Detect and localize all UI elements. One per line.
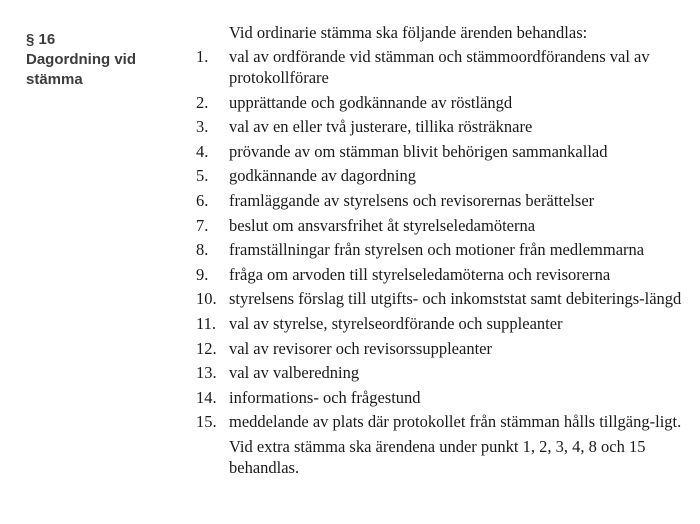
item-number: 3. bbox=[196, 117, 209, 137]
item-number: 6. bbox=[196, 190, 209, 210]
list-item bbox=[196, 411, 688, 432]
section-title: Dagordning vid stämma bbox=[26, 51, 136, 88]
list-item bbox=[196, 116, 688, 137]
item-text: upprättande och godkännande av röstlängd bbox=[229, 92, 513, 112]
item-text: val av styrelse, styrelseordförande och suppleanter bbox=[229, 313, 563, 333]
section-number: § 16 bbox=[26, 31, 56, 48]
section-heading bbox=[26, 30, 176, 90]
list-item bbox=[196, 215, 688, 236]
item-number: 4. bbox=[196, 141, 209, 161]
item-number: 10. bbox=[196, 289, 217, 309]
item-number: 1. bbox=[196, 47, 209, 66]
list-item bbox=[196, 264, 688, 285]
list-item bbox=[196, 313, 688, 334]
agenda-list bbox=[196, 46, 688, 432]
item-number: 15. bbox=[196, 412, 217, 432]
item-text: val av valberedning bbox=[229, 363, 360, 383]
item-text: framställningar från styrelsen och motioner från medlemmarna bbox=[229, 240, 645, 260]
item-number: 7. bbox=[196, 215, 209, 235]
list-item bbox=[196, 239, 688, 260]
list-item bbox=[196, 338, 688, 359]
item-text: meddelande av plats där protokollet från stämman hålls tillgäng-ligt. bbox=[229, 412, 682, 432]
item-number: 14. bbox=[196, 387, 217, 407]
item-number: 8. bbox=[196, 240, 209, 260]
item-text: framläggande av styrelsens och revisorernas berättelser bbox=[229, 190, 595, 210]
item-text: val av en eller två justerare, tillika rösträknare bbox=[229, 117, 533, 137]
item-number: 9. bbox=[196, 264, 209, 284]
item-text: val av revisorer och revisorssuppleanter bbox=[229, 338, 492, 358]
closing-paragraph: Vid extra stämma ska ärendena under punkt 1, 2, 3, 4, 8 och 15 behandlas. bbox=[229, 437, 646, 478]
item-text: val av ordförande vid stämman och stämmoordförandens val av protokollförare bbox=[229, 47, 650, 87]
item-text: godkännande av dagordning bbox=[229, 166, 416, 186]
item-number: 12. bbox=[196, 338, 217, 358]
list-item bbox=[196, 288, 688, 309]
item-text: prövande av om stämman blivit behörigen sammankallad bbox=[229, 141, 608, 161]
list-item bbox=[196, 92, 688, 113]
item-number: 13. bbox=[196, 363, 217, 383]
list-item bbox=[196, 190, 688, 211]
section-body bbox=[196, 22, 688, 478]
item-number: 2. bbox=[196, 92, 209, 112]
list-item bbox=[196, 141, 688, 162]
item-number: 5. bbox=[196, 166, 209, 186]
item-text: styrelsens förslag till utgifts- och inkomststat samt debiterings-längd bbox=[229, 289, 682, 309]
list-item bbox=[196, 362, 688, 383]
item-text: beslut om ansvarsfrihet åt styrelseledamöterna bbox=[229, 215, 536, 235]
list-item bbox=[196, 46, 688, 88]
list-item bbox=[196, 387, 688, 408]
item-text: fråga om arvoden till styrelseledamöterna och revisorerna bbox=[229, 264, 611, 284]
list-item bbox=[196, 165, 688, 186]
intro-paragraph: Vid ordinarie stämma ska följande ärenden behandlas: bbox=[229, 23, 588, 42]
item-text: informations- och frågestund bbox=[229, 387, 421, 407]
item-number: 11. bbox=[196, 313, 217, 333]
